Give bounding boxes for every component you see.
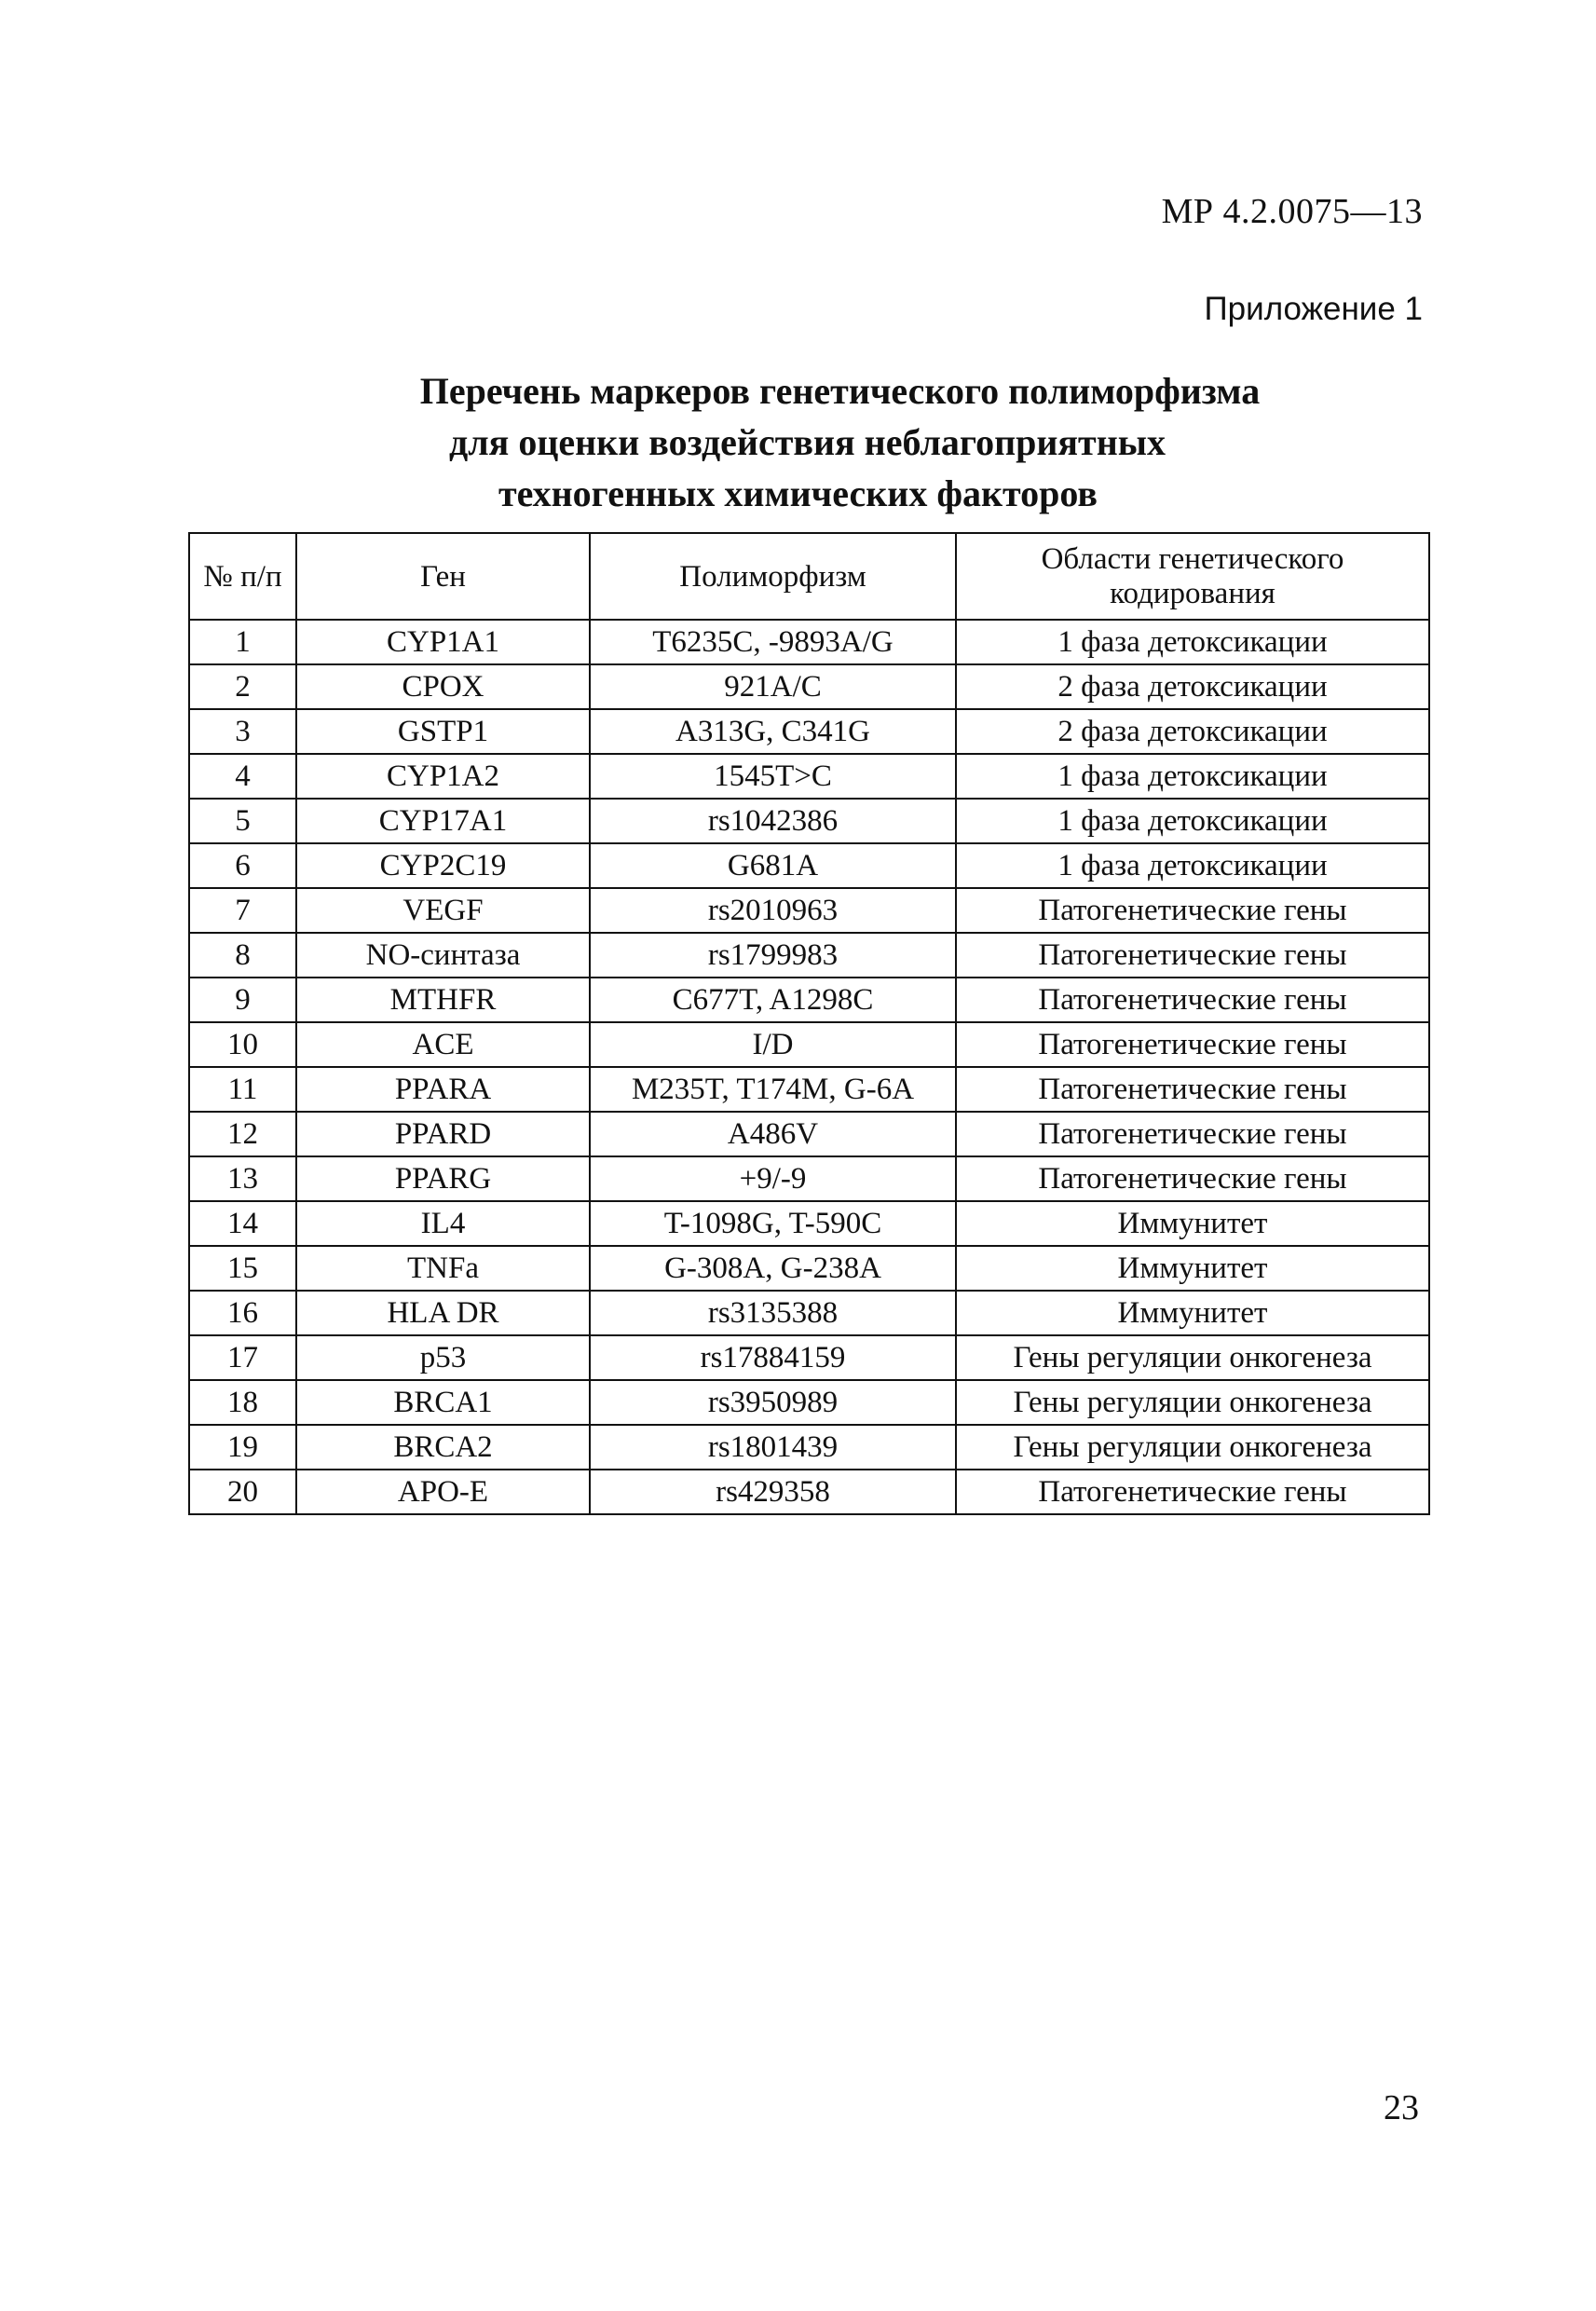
cell-polymorphism: rs3950989 [590, 1380, 956, 1425]
cell-region: Патогенетические гены [956, 1112, 1429, 1156]
table-row [189, 709, 1429, 754]
cell-num: 11 [189, 1067, 296, 1112]
cell-num: 17 [189, 1335, 296, 1380]
cell-gene: IL4 [296, 1201, 590, 1246]
cell-gene: PPARA [296, 1067, 590, 1112]
cell-polymorphism: rs1801439 [590, 1425, 956, 1470]
cell-region: 2 фаза детоксикации [956, 664, 1429, 709]
document-code: МР 4.2.0075—13 [1161, 192, 1423, 231]
cell-gene: CYP1A1 [296, 620, 590, 664]
cell-polymorphism: G681A [590, 843, 956, 888]
cell-region: 2 фаза детоксикации [956, 709, 1429, 754]
table-row [189, 1335, 1429, 1380]
cell-region: 1 фаза детоксикации [956, 799, 1429, 843]
cell-gene: BRCA2 [296, 1425, 590, 1470]
cell-gene: NO-синтаза [296, 933, 590, 978]
table-row [189, 754, 1429, 799]
cell-num: 18 [189, 1380, 296, 1425]
cell-num: 1 [189, 620, 296, 664]
cell-region: 1 фаза детоксикации [956, 620, 1429, 664]
table-row [189, 1067, 1429, 1112]
title-line-3: техногенных химических факторов [498, 472, 1098, 514]
cell-num: 6 [189, 843, 296, 888]
table-row [189, 888, 1429, 933]
cell-region: Патогенетические гены [956, 933, 1429, 978]
cell-num: 16 [189, 1291, 296, 1335]
cell-num: 4 [189, 754, 296, 799]
table-header-row [189, 533, 1429, 620]
table-body [189, 620, 1429, 1514]
cell-gene: CYP17A1 [296, 799, 590, 843]
cell-num: 2 [189, 664, 296, 709]
cell-region: Гены регуляции онкогенеза [956, 1425, 1429, 1470]
cell-region: Патогенетические гены [956, 1156, 1429, 1201]
appendix-label: Приложение 1 [1204, 291, 1423, 327]
cell-polymorphism: rs17884159 [590, 1335, 956, 1380]
cell-gene: APO-E [296, 1470, 590, 1514]
cell-polymorphism: I/D [590, 1022, 956, 1067]
cell-gene: MTHFR [296, 978, 590, 1022]
cell-num: 3 [189, 709, 296, 754]
table-row [189, 1380, 1429, 1425]
header-num: № п/п [189, 533, 296, 620]
cell-gene: PPARD [296, 1112, 590, 1156]
table-row [189, 978, 1429, 1022]
cell-polymorphism: 921A/C [590, 664, 956, 709]
cell-num: 12 [189, 1112, 296, 1156]
cell-num: 14 [189, 1201, 296, 1246]
cell-num: 9 [189, 978, 296, 1022]
cell-polymorphism: A486V [590, 1112, 956, 1156]
cell-num: 20 [189, 1470, 296, 1514]
cell-polymorphism: rs2010963 [590, 888, 956, 933]
cell-gene: CYP1A2 [296, 754, 590, 799]
cell-gene: CYP2C19 [296, 843, 590, 888]
cell-region: Иммунитет [956, 1291, 1429, 1335]
markers-table [188, 532, 1430, 1515]
cell-polymorphism: +9/-9 [590, 1156, 956, 1201]
cell-polymorphism: M235T, T174M, G-6A [590, 1067, 956, 1112]
table-row [189, 799, 1429, 843]
cell-region: Гены регуляции онкогенеза [956, 1380, 1429, 1425]
cell-gene: BRCA1 [296, 1380, 590, 1425]
cell-polymorphism: rs1799983 [590, 933, 956, 978]
cell-region: Иммунитет [956, 1201, 1429, 1246]
cell-num: 10 [189, 1022, 296, 1067]
cell-polymorphism: rs429358 [590, 1470, 956, 1514]
table-row [189, 1112, 1429, 1156]
cell-region: Патогенетические гены [956, 1470, 1429, 1514]
table-row [189, 1201, 1429, 1246]
cell-region: Патогенетические гены [956, 978, 1429, 1022]
table-row [189, 664, 1429, 709]
title-line-1: Перечень маркеров генетического полиморфизма [419, 370, 1261, 412]
cell-region: Патогенетические гены [956, 1022, 1429, 1067]
cell-polymorphism: G-308A, G-238A [590, 1246, 956, 1291]
header-region: Области генетического кодирования [956, 533, 1429, 620]
header-polymorphism: Полиморфизм [590, 533, 956, 620]
cell-num: 13 [189, 1156, 296, 1201]
cell-region: Иммунитет [956, 1246, 1429, 1291]
cell-gene: GSTP1 [296, 709, 590, 754]
cell-polymorphism: T6235C, -9893A/G [590, 620, 956, 664]
cell-region: 1 фаза детоксикации [956, 754, 1429, 799]
table-row [189, 1291, 1429, 1335]
cell-polymorphism: T-1098G, T-590C [590, 1201, 956, 1246]
table-row [189, 620, 1429, 664]
cell-gene: VEGF [296, 888, 590, 933]
document-title [0, 365, 1596, 519]
cell-polymorphism: 1545T>C [590, 754, 956, 799]
table-row [189, 1246, 1429, 1291]
table-row [189, 1470, 1429, 1514]
cell-gene: CPOX [296, 664, 590, 709]
cell-gene: ACE [296, 1022, 590, 1067]
cell-num: 15 [189, 1246, 296, 1291]
cell-num: 7 [189, 888, 296, 933]
cell-num: 8 [189, 933, 296, 978]
cell-polymorphism: A313G, C341G [590, 709, 956, 754]
cell-region: Гены регуляции онкогенеза [956, 1335, 1429, 1380]
cell-region: Патогенетические гены [956, 1067, 1429, 1112]
table-row [189, 933, 1429, 978]
cell-region: Патогенетические гены [956, 888, 1429, 933]
title-line-2: для оценки воздействия неблагоприятных [449, 421, 1166, 463]
table-row [189, 1156, 1429, 1201]
cell-polymorphism: rs3135388 [590, 1291, 956, 1335]
table-row [189, 1022, 1429, 1067]
cell-num: 5 [189, 799, 296, 843]
cell-gene: TNFa [296, 1246, 590, 1291]
cell-gene: HLA DR [296, 1291, 590, 1335]
table-row [189, 843, 1429, 888]
page-number: 23 [1384, 2088, 1419, 2127]
cell-num: 19 [189, 1425, 296, 1470]
cell-polymorphism: rs1042386 [590, 799, 956, 843]
table-row [189, 1425, 1429, 1470]
cell-gene: PPARG [296, 1156, 590, 1201]
cell-region: 1 фаза детоксикации [956, 843, 1429, 888]
cell-gene: p53 [296, 1335, 590, 1380]
header-gene: Ген [296, 533, 590, 620]
cell-polymorphism: C677T, A1298C [590, 978, 956, 1022]
